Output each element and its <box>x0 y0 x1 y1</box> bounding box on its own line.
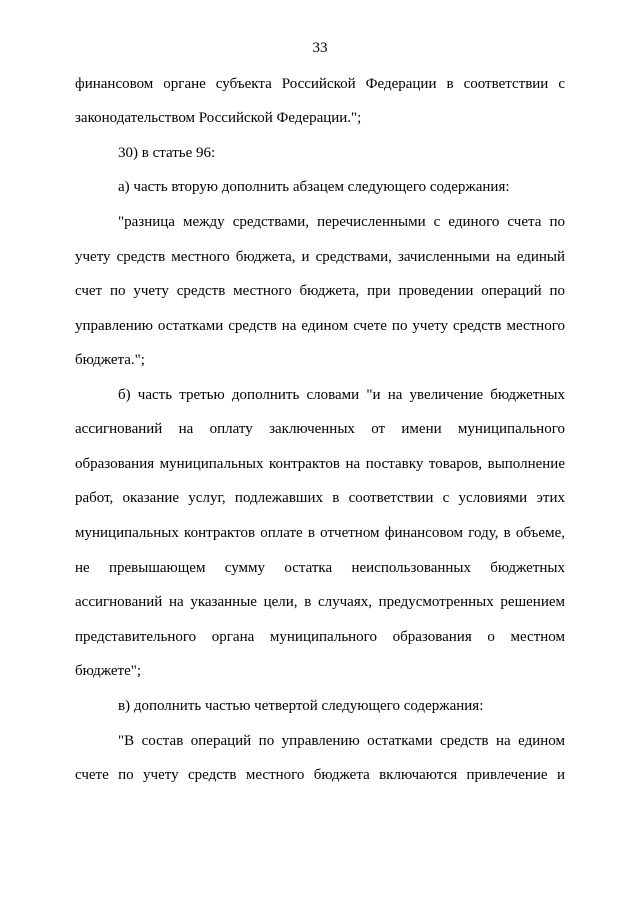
text-line: счет по учету средств местного бюджета, при проведении операций по <box>75 283 565 299</box>
text-line: счете по учету средств местного бюджета включаются привлечение и <box>75 767 565 783</box>
page-number: 33 <box>312 40 328 56</box>
text-line: не превышающем сумму остатка неиспользованных бюджетных <box>75 560 565 576</box>
text-line: в) дополнить частью четвертой следующего содержания: <box>118 698 484 714</box>
text-line: ассигнований на указанные цели, в случаях, предусмотренных решением <box>75 594 565 610</box>
text-line: законодательством Российской Федерации."; <box>75 110 362 126</box>
text-line: ассигнований на оплату заключенных от имени муниципального <box>75 421 565 437</box>
text-line: представительного органа муниципального образования о местном <box>75 629 565 645</box>
text-line: образования муниципальных контрактов на поставку товаров, выполнение <box>75 456 565 472</box>
text-line: 30) в статье 96: <box>118 145 216 161</box>
text-line: бюджета."; <box>75 352 145 368</box>
text-line: финансовом органе субъекта Российской Федерации в соответствии с <box>75 76 565 92</box>
text-line: бюджете"; <box>75 663 142 679</box>
text-line: работ, оказание услуг, подлежавших в соответствии с условиями этих <box>75 490 565 506</box>
text-line: а) часть вторую дополнить абзацем следующего содержания: <box>118 179 510 195</box>
text-line: управлению остатками средств на едином счете по учету средств местного <box>75 318 565 334</box>
text-line: "разница между средствами, перечисленными с единого счета по <box>118 214 565 230</box>
text-line: "В состав операций по управлению остатками средств на едином <box>118 733 565 749</box>
text-line: муниципальных контрактов оплате в отчетном финансовом году, в объеме, <box>75 525 565 541</box>
text-line: учету средств местного бюджета, и средствами, зачисленными на единый <box>75 249 565 265</box>
text-line: б) часть третью дополнить словами "и на увеличение бюджетных <box>118 387 565 403</box>
